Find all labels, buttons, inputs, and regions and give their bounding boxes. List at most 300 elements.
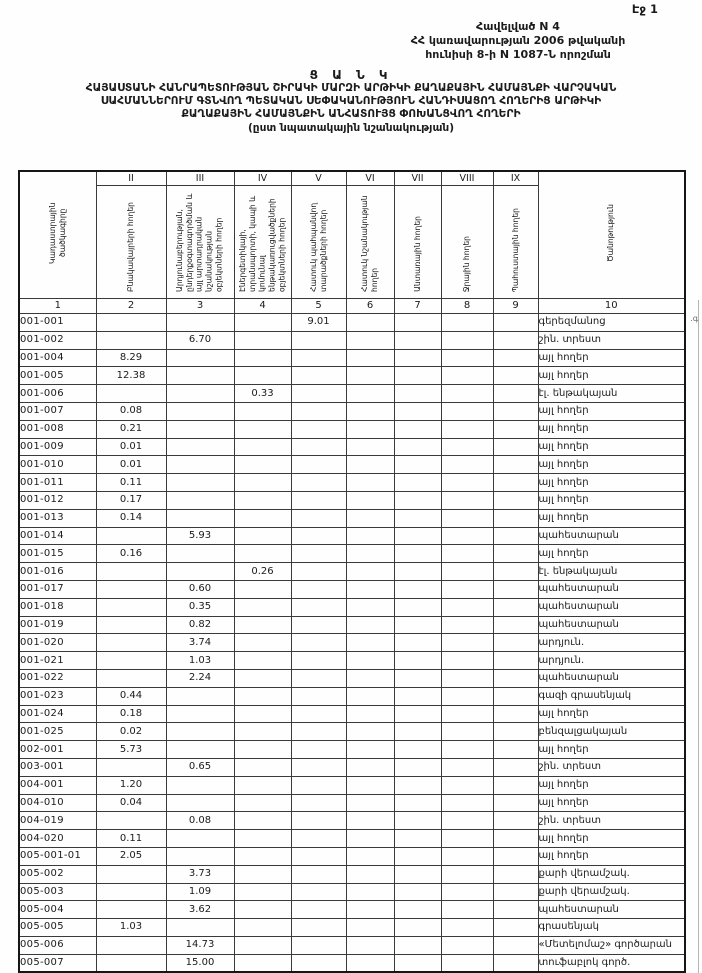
area-value-cell [346,865,394,883]
area-value-cell [291,545,346,563]
area-value-cell: 0.18 [96,705,166,723]
cadastral-code-cell: 005-001-01 [19,847,96,865]
area-value-cell [493,598,538,616]
area-value-cell [346,563,394,581]
table-head [19,171,685,314]
area-value-cell [493,402,538,420]
area-value-cell [346,420,394,438]
table-row [19,509,685,527]
area-value-cell [234,883,291,901]
cadastral-code-cell: 005-006 [19,936,96,954]
area-value-cell [234,687,291,705]
area-value-cell [346,652,394,670]
area-value-cell [291,687,346,705]
area-value-cell [346,758,394,776]
area-value-cell [166,314,234,332]
area-value-cell [291,563,346,581]
area-value-cell [493,954,538,972]
area-value-cell: 0.14 [96,509,166,527]
cadastral-code-cell: 001-004 [19,349,96,367]
appendix-block [350,20,686,62]
area-value-cell: 0.02 [96,723,166,741]
area-value-cell [394,491,441,509]
area-value-cell [493,634,538,652]
area-value-cell [166,385,234,403]
cadastral-code-cell: 001-022 [19,669,96,687]
area-value-cell [291,616,346,634]
area-value-cell [166,794,234,812]
area-value-cell: 0.08 [166,812,234,830]
area-value-cell [234,723,291,741]
area-value-cell [234,331,291,349]
area-value-cell [291,420,346,438]
cadastral-code-cell: 001-016 [19,563,96,581]
cadastral-code-cell: 005-004 [19,901,96,919]
area-value-cell [346,402,394,420]
area-value-cell [394,598,441,616]
area-value-cell [96,936,166,954]
area-value-cell [291,919,346,937]
column-label-cell [19,171,96,299]
table-row [19,669,685,687]
rotated-column-label: Էներգետիկայի, տրանսպորտի, կապի և կոմունալ ենթակառուցվածքների օբյեկտների հողեր [237,195,287,292]
area-value-cell [291,634,346,652]
area-value-cell [394,385,441,403]
table-row [19,865,685,883]
area-value-cell [96,616,166,634]
table-row [19,545,685,563]
table-row [19,758,685,776]
area-value-cell [291,367,346,385]
appendix-line: ՀՀ կառավարության 2006 թվականի [410,34,626,47]
cadastral-code-cell: 004-020 [19,830,96,848]
area-value-cell: 0.33 [234,385,291,403]
area-value-cell [441,367,493,385]
table-row [19,652,685,670]
area-value-cell [493,741,538,759]
table-row [19,830,685,848]
cadastral-code-cell: 001-015 [19,545,96,563]
area-value-cell [96,634,166,652]
cadastral-code-cell: 001-008 [19,420,96,438]
area-value-cell [441,545,493,563]
area-value-cell [291,758,346,776]
document-subtitle: (ըստ նպատակային նշանակության) [247,122,455,134]
area-value-cell [493,367,538,385]
area-value-cell [493,527,538,545]
table-row [19,580,685,598]
area-value-cell [346,901,394,919]
area-value-cell [394,847,441,865]
roman-numeral-cell: VI [346,171,394,186]
area-value-cell [394,314,441,332]
area-value-cell [291,723,346,741]
column-number-cell: 4 [234,299,291,314]
note-cell: այլ հողեր [538,491,685,509]
area-value-cell [234,474,291,492]
area-value-cell [234,812,291,830]
note-cell: արդյուն. [538,634,685,652]
area-value-cell [441,758,493,776]
area-value-cell [346,331,394,349]
note-cell: այլ հողեր [538,830,685,848]
rotated-column-label: Ջրային հողեր [462,235,472,292]
cadastral-code-cell: 001-019 [19,616,96,634]
area-value-cell: 0.01 [96,438,166,456]
note-cell: այլ հողեր [538,438,685,456]
area-value-cell: 0.17 [96,491,166,509]
area-value-cell [493,385,538,403]
area-value-cell [493,919,538,937]
area-value-cell [394,830,441,848]
area-value-cell [166,705,234,723]
area-value-cell [291,794,346,812]
area-value-cell [291,402,346,420]
area-value-cell [346,812,394,830]
note-cell: այլ հողեր [538,509,685,527]
cadastral-code-cell: 005-007 [19,954,96,972]
area-value-cell [441,580,493,598]
area-value-cell [291,580,346,598]
area-value-cell [166,420,234,438]
area-value-cell [441,509,493,527]
area-value-cell [166,776,234,794]
area-value-cell [394,527,441,545]
area-value-cell [234,847,291,865]
area-value-cell [96,580,166,598]
scan-edge-artifact [698,300,699,973]
rotated-column-label: Անտառային հողեր [412,216,422,292]
roman-numeral-cell: II [96,171,166,186]
note-cell: այլ հողեր [538,741,685,759]
area-value-cell [291,812,346,830]
area-value-cell: 0.04 [96,794,166,812]
table-row [19,634,685,652]
area-value-cell [291,474,346,492]
table-row [19,901,685,919]
note-cell: գերեզմանոց [538,314,685,332]
area-value-cell [441,616,493,634]
area-value-cell [166,367,234,385]
area-value-cell [493,901,538,919]
area-value-cell: 0.01 [96,456,166,474]
area-value-cell [441,491,493,509]
area-value-cell [234,456,291,474]
area-value-cell [394,865,441,883]
area-value-cell [441,830,493,848]
column-number-cell: 2 [96,299,166,314]
area-value-cell [96,563,166,581]
area-value-cell [493,883,538,901]
note-cell: շին. տրեստ [538,758,685,776]
cadastral-code-cell: 001-001 [19,314,96,332]
area-value-cell [234,954,291,972]
table-row [19,314,685,332]
area-value-cell [394,545,441,563]
rotated-column-label: Պահուստային հողեր [510,207,520,292]
area-value-cell [346,545,394,563]
note-cell: այլ հողեր [538,474,685,492]
area-value-cell [493,865,538,883]
cadastral-code-cell: 001-024 [19,705,96,723]
area-value-cell: 0.08 [96,402,166,420]
area-value-cell [394,474,441,492]
area-value-cell [234,402,291,420]
area-value-cell [96,883,166,901]
column-label-cell [538,171,685,299]
area-value-cell: 12.38 [96,367,166,385]
area-value-cell [346,883,394,901]
area-value-cell [441,901,493,919]
roman-numeral-cell: VIII [441,171,493,186]
table-row [19,474,685,492]
area-value-cell [96,598,166,616]
note-cell: այլ հողեր [538,705,685,723]
column-number-cell: 1 [19,299,96,314]
area-value-cell [291,491,346,509]
area-value-cell [166,847,234,865]
area-value-cell [234,491,291,509]
area-value-cell [493,438,538,456]
note-cell: էլ. ենթակայան [538,563,685,581]
title-block [0,68,702,135]
roman-numeral-cell: IX [493,171,538,186]
area-value-cell: 9.01 [291,314,346,332]
area-value-cell [291,349,346,367]
cadastral-code-cell: 004-001 [19,776,96,794]
column-number-cell: 3 [166,299,234,314]
area-value-cell [291,456,346,474]
area-value-cell [441,847,493,865]
area-value-cell [441,812,493,830]
note-cell: գազի գրասենյակ [538,687,685,705]
area-value-cell [96,758,166,776]
area-value-cell [394,509,441,527]
table-row [19,705,685,723]
area-value-cell [394,402,441,420]
area-value-cell [394,438,441,456]
area-value-cell [493,723,538,741]
area-value-cell [493,705,538,723]
area-value-cell [291,936,346,954]
table-row [19,331,685,349]
area-value-cell [96,652,166,670]
rotated-column-label: Հատուկ նշանակության հողեր [360,195,379,292]
cadastral-code-cell: 001-013 [19,509,96,527]
area-value-cell [234,669,291,687]
area-value-cell [234,705,291,723]
area-value-cell [166,509,234,527]
column-label-cell [346,186,394,299]
area-value-cell: 14.73 [166,936,234,954]
area-value-cell [394,705,441,723]
note-cell: «Մետելոմաշ» գործարան [538,936,685,954]
area-value-cell [346,687,394,705]
cadastral-code-cell: 002-001 [19,741,96,759]
table-row [19,883,685,901]
column-number-cell: 9 [493,299,538,314]
area-value-cell [234,758,291,776]
cadastral-code-cell: 003-001 [19,758,96,776]
cadastral-code-cell: 001-007 [19,402,96,420]
cadastral-code-cell: 005-003 [19,883,96,901]
area-value-cell [96,314,166,332]
area-value-cell [441,687,493,705]
area-value-cell [291,776,346,794]
area-value-cell [166,687,234,705]
title-line: ՀԱՅԱՍՏԱՆԻ ՀԱՆՐԱՊԵՏՈՒԹՅԱՆ ՇԻՐԱԿԻ ՄԱՐԶԻ ԱՐԹԻԿԻ ՔԱՂԱՔԱՅԻՆ ՀԱՄԱՅՆՔԻ ՎԱՐՉԱԿԱՆ [85,82,617,94]
area-value-cell [493,687,538,705]
area-value-cell [346,314,394,332]
area-value-cell [441,936,493,954]
area-value-cell [394,580,441,598]
area-value-cell [441,474,493,492]
area-value-cell [493,758,538,776]
area-value-cell [234,936,291,954]
note-cell: շին. տրեստ [538,812,685,830]
table-row [19,438,685,456]
note-cell: պահեստարան [538,616,685,634]
area-value-cell [291,705,346,723]
note-cell: այլ հողեր [538,456,685,474]
table-row [19,402,685,420]
area-value-cell [346,509,394,527]
table-row [19,723,685,741]
cadastral-code-cell: 001-009 [19,438,96,456]
area-value-cell [291,438,346,456]
area-value-cell [234,919,291,937]
note-cell: այլ հողեր [538,402,685,420]
area-value-cell [441,634,493,652]
area-value-cell [493,616,538,634]
area-value-cell [291,847,346,865]
table-row [19,847,685,865]
area-value-cell [234,367,291,385]
area-value-cell [394,901,441,919]
area-value-cell [166,919,234,937]
area-value-cell [493,652,538,670]
table-row [19,420,685,438]
cadastral-code-cell: 001-006 [19,385,96,403]
area-value-cell [394,669,441,687]
area-value-cell [166,723,234,741]
area-value-cell: 0.11 [96,830,166,848]
cadastral-code-cell: 001-012 [19,491,96,509]
area-value-cell [291,954,346,972]
note-cell: շին. տրեստ [538,331,685,349]
area-value-cell [166,830,234,848]
area-value-cell [346,367,394,385]
area-value-cell [493,509,538,527]
area-value-cell: 3.62 [166,901,234,919]
area-value-cell [346,954,394,972]
table-row [19,741,685,759]
table-row [19,527,685,545]
area-value-cell [346,936,394,954]
area-value-cell [441,331,493,349]
cadastral-code-cell: 001-014 [19,527,96,545]
area-value-cell [346,474,394,492]
area-value-cell [493,563,538,581]
area-value-cell [441,954,493,972]
area-value-cell: 0.26 [234,563,291,581]
area-value-cell [234,509,291,527]
area-value-cell [394,652,441,670]
area-value-cell [346,830,394,848]
area-value-cell [291,652,346,670]
table-row [19,687,685,705]
roman-numeral-cell: IV [234,171,291,186]
area-value-cell [234,794,291,812]
title-line: ՍԱՀՄԱՆՆԵՐՈՒՄ ԳՏՆՎՈՂ ՊԵՏԱԿԱՆ ՍԵՓԱԿԱՆՈՒԹՅՈՒՆ ՀԱՆԴԻՍԱՑՈՂ ՀՈՂԵՐԻՑ ԱՐԹԻԿԻ [100,95,602,107]
column-label-cell [493,186,538,299]
area-value-cell [394,812,441,830]
area-value-cell [441,705,493,723]
note-cell: քարի վերամշակ. [538,883,685,901]
area-value-cell [96,331,166,349]
note-cell: պահեստարան [538,901,685,919]
area-value-cell [394,331,441,349]
table-row [19,491,685,509]
area-value-cell [346,669,394,687]
area-value-cell [234,438,291,456]
area-value-cell [234,314,291,332]
area-value-cell [291,509,346,527]
table-row [19,456,685,474]
cadastral-code-cell: 001-020 [19,634,96,652]
area-value-cell [493,812,538,830]
area-value-cell [441,776,493,794]
table-row [19,598,685,616]
area-value-cell [234,420,291,438]
area-value-cell [346,491,394,509]
area-value-cell [346,456,394,474]
area-value-cell [346,919,394,937]
area-value-cell [394,776,441,794]
area-value-cell [166,741,234,759]
document-heading: Ց Ա Ն Կ [309,68,393,82]
area-value-cell [441,883,493,901]
cadastral-code-cell: 001-005 [19,367,96,385]
appendix-line: Հավելված N 4 [476,20,560,33]
area-value-cell [291,883,346,901]
cadastral-code-cell: 001-002 [19,331,96,349]
cadastral-code-cell: 001-010 [19,456,96,474]
column-label-cell [166,186,234,299]
area-value-cell: 3.73 [166,865,234,883]
area-value-cell [346,598,394,616]
area-value-cell: 0.11 [96,474,166,492]
area-value-cell [234,901,291,919]
note-cell: պահեստարան [538,669,685,687]
area-value-cell [96,901,166,919]
cadastral-code-cell: 001-023 [19,687,96,705]
area-value-cell [234,545,291,563]
area-value-cell [291,527,346,545]
area-value-cell [441,669,493,687]
area-value-cell: 5.93 [166,527,234,545]
title-line: ՔԱՂԱՔԱՅԻՆ ՀԱՄԱՅՆՔԻՆ ԱՆՀԱՏՈՒՅՑ ՓՈԽԱՆՑՎՈՂ ՀՈՂԵՐԻ [181,108,521,120]
area-value-cell [234,776,291,794]
area-value-cell [394,723,441,741]
area-value-cell: 1.03 [96,919,166,937]
area-value-cell [346,776,394,794]
roman-numeral-cell: VII [394,171,441,186]
area-value-cell [96,527,166,545]
column-number-cell: 7 [394,299,441,314]
table-row [19,385,685,403]
note-cell: պահեստարան [538,580,685,598]
